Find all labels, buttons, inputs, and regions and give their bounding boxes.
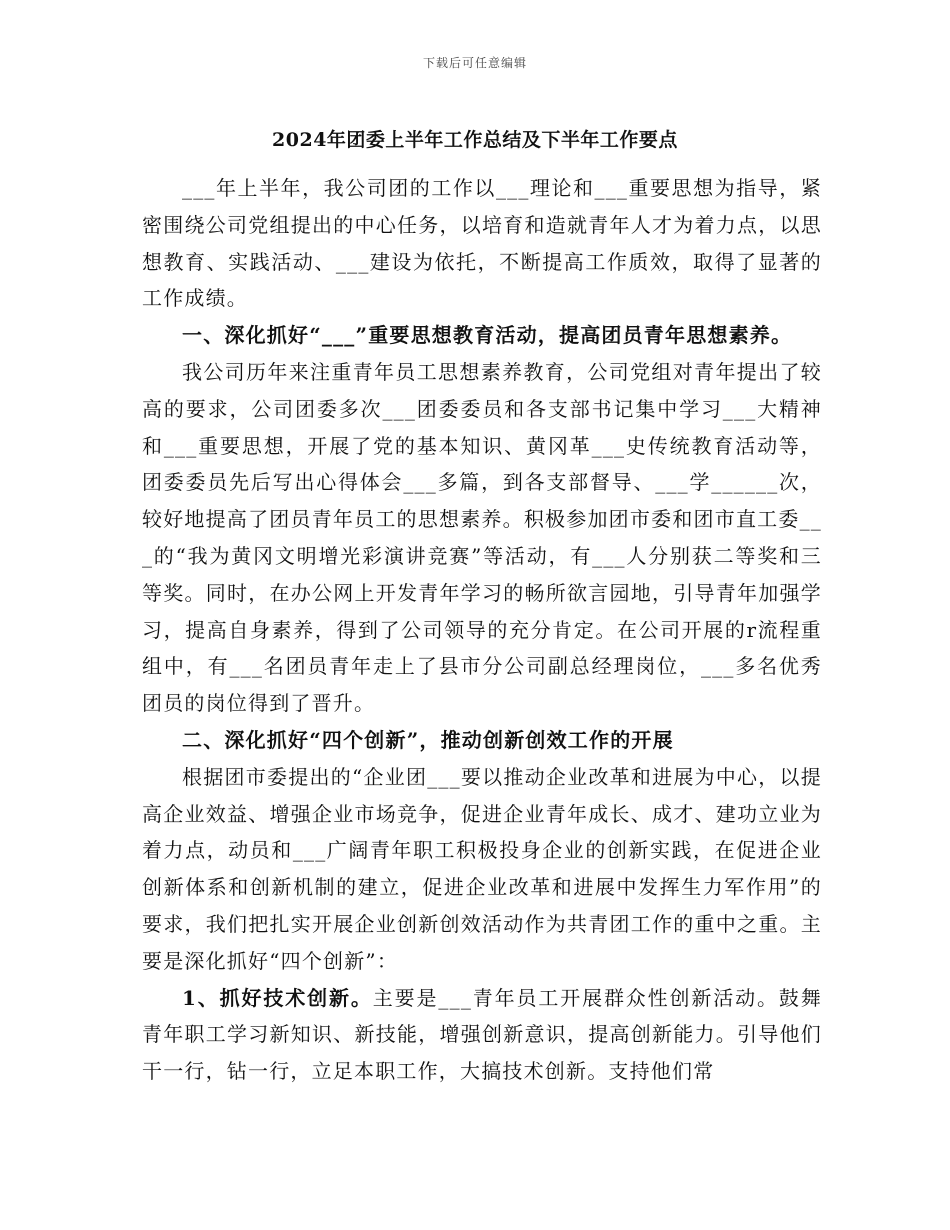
section-2-paragraph: 根据团市委提出的“企业团___要以推动企业改革和进展为中心，以提高企业效益、增强企业市场竞争，促进企业青年成长、成才、建功立业为着力点，动员和___广阔青年职工积极投身企业的创新实践，在促进企业创新体系和创新机制的建立，促进企业改革和进展中发挥生力军作用”的要求，我们把扎实开展企业创新创效活动作为共青团工作的重中之重。主要是深化抓好“四个创新”： <box>142 764 822 973</box>
section-2-heading: 二、深化抓好“四个创新”，推动创新创效工作的开展 <box>182 727 674 752</box>
document-body <box>142 170 822 1090</box>
intro-paragraph: ___年上半年，我公司团的工作以___理论和___重要思想为指导，紧密围绕公司党组提出的中心任务，以培育和造就青年人才为着力点，以思想教育、实践活动、___建设为依托，不断提高工作质效，取得了显著的工作成绩。 <box>142 176 822 311</box>
section-1-paragraph: 我公司历年来注重青年员工思想素养教育，公司党组对青年提出了较高的要求，公司团委多次___团委委员和各支部书记集中学习___大精神和___重要思想，开展了党的基本知识、黄冈革___史传统教育活动等，团委委员先后写出心得体会___多篇，到各支部督导、___学______次，较好地提高了团员青年员工的思想素养。积极参加团市委和团市直工委___的“我为黄冈文明增光彩演讲竞赛”等活动，有___人分别获二等奖和三等奖。同时，在办公网上开发青年学习的畅所欲言园地，引导青年加强学习，提高自身素养，得到了公司领导的充分肯定。在公司开展的r流程重组中，有___名团员青年走上了县市分公司副总经理岗位，___多名优秀团员的岗位得到了晋升。 <box>142 359 822 716</box>
item-1-paragraph <box>142 980 822 1090</box>
item-1-text: 主要是___青年员工开展群众性创新活动。鼓舞青年职工学习新知识、新技能，增强创新意识，提高创新能力。引导他们干一行，钻一行，立足本职工作，大搞技术创新。支持他们常 <box>142 985 823 1084</box>
header-note: 下载后可任意编辑 <box>422 56 527 70</box>
item-1-heading: 1、抓好技术创新。 <box>182 985 373 1010</box>
document-title: 2024年团委上半年工作总结及下半年工作要点 <box>272 129 678 151</box>
section-1-heading: 一、深化抓好“___”重要思想教育活动，提高团员青年思想素养。 <box>182 323 793 348</box>
